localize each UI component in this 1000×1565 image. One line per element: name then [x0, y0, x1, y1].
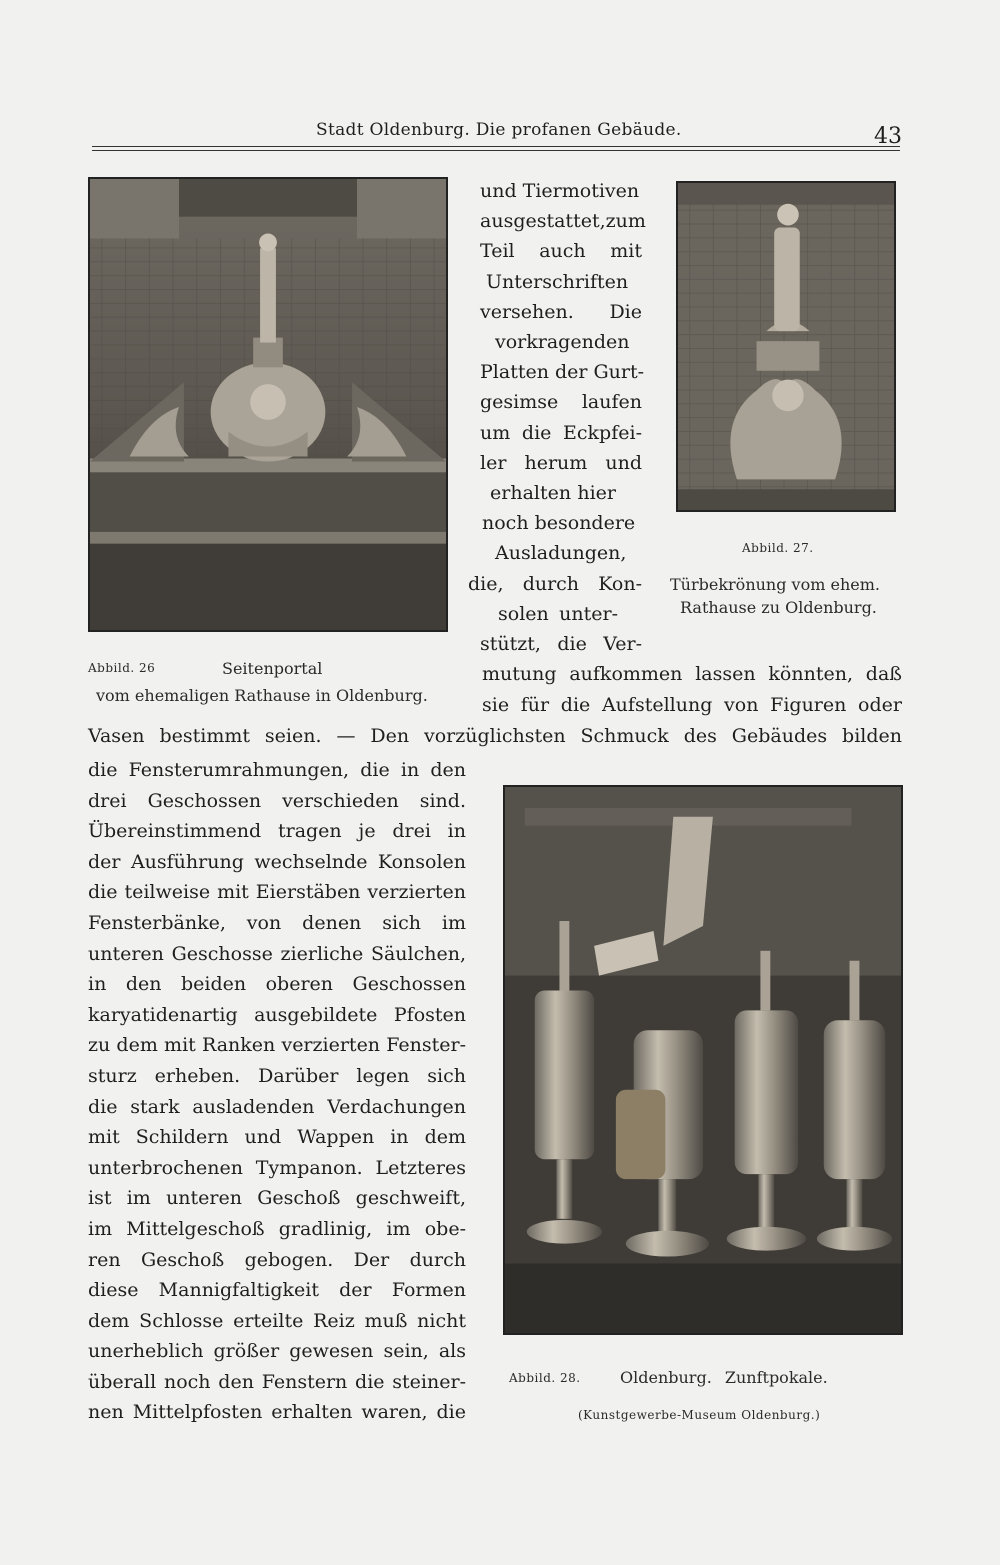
text-line: um die Eckpfei-: [480, 421, 642, 444]
page-number: 43: [874, 124, 902, 149]
fig28-label: Abbild. 28.: [509, 1371, 581, 1385]
text-line: solen unter-: [498, 602, 618, 625]
text-line: diese Mannigfaltigkeit der Formen: [88, 1279, 466, 1302]
text-line: im Mittelgeschoß gradlinig, im obe-: [88, 1217, 466, 1240]
text-line: karyatidenartig ausgebildete Pfosten: [88, 1003, 466, 1026]
text-line: Vasen bestimmt seien. — Den vorzüglichsten Schmuck des Gebäudes bilden: [88, 725, 902, 747]
text-line: überall noch den Fenstern die steiner-: [88, 1370, 466, 1393]
fig27-label: Abbild. 27.: [742, 541, 814, 555]
text-line: unterbrochenen Tympanon. Letzteres: [88, 1156, 466, 1179]
text-line: die Fensterumrahmungen, die in den: [88, 759, 466, 781]
text-line: sie für die Aufstellung von Figuren oder: [482, 694, 902, 716]
header-rule-bottom: [92, 150, 900, 151]
text-line: ler herum und: [480, 451, 642, 474]
running-title: Stadt Oldenburg. Die profanen Gebäude.: [316, 120, 682, 140]
text-line: und Tiermotiven: [480, 180, 640, 202]
text-line: drei Geschossen verschieden sind.: [88, 789, 466, 812]
text-line: unerheblich größer gewesen sein, als: [88, 1340, 466, 1363]
text-line: ist im unteren Geschoß geschweift,: [88, 1187, 466, 1210]
text-line: stützt, die Ver-: [480, 633, 642, 656]
tuerbekroenung-image: [678, 183, 894, 510]
photo-seitenportal: [88, 177, 448, 632]
text-line: dem Schlosse erteilte Reiz muß nicht: [88, 1309, 466, 1332]
text-line: die, durch Kon-: [468, 572, 642, 595]
text-line: Ausladungen,: [495, 542, 627, 565]
text-line: zu dem mit Ranken verzierten Fenster-: [88, 1034, 466, 1057]
fig28-subtitle: (Kunstgewerbe-Museum Oldenburg.): [578, 1408, 821, 1422]
text-line: die teilweise mit Eierstäben verzierten: [88, 881, 466, 904]
text-line: erhalten hier: [490, 482, 616, 505]
fig27-subtitle: Rathause zu Oldenburg.: [680, 598, 877, 617]
narrow-text-column: [468, 176, 646, 659]
fig26-label: Abbild. 26: [88, 661, 156, 675]
text-line: ren Geschoß gebogen. Der durch: [88, 1248, 466, 1271]
fig26-subtitle: vom ehemaligen Rathause in Oldenburg.: [96, 686, 428, 705]
photo-zunftpokale: [503, 785, 903, 1335]
text-line: versehen. Die: [480, 300, 642, 323]
text-line: sturz erheben. Darüber legen sich: [88, 1064, 466, 1087]
text-line: Unterschriften: [486, 270, 629, 293]
text-line: der Ausführung wechselnde Konsolen: [88, 850, 466, 873]
fig26-title: Seitenportal: [222, 659, 323, 678]
text-line: ausgestattet,zum: [480, 210, 646, 233]
text-line: unteren Geschosse zierliche Säulchen,: [88, 942, 466, 965]
text-line: die stark ausladenden Verdachungen: [88, 1095, 466, 1118]
fig27-title: Türbekrönung vom ehem.: [670, 575, 880, 594]
text-line: gesimse laufen: [480, 391, 642, 414]
header-rule-top: [92, 146, 900, 147]
text-line: Fensterbänke, von denen sich im: [88, 911, 466, 934]
fig28-title: Oldenburg. Zunftpokale.: [620, 1368, 828, 1387]
text-line: nen Mittelpfosten erhalten waren, die: [88, 1401, 466, 1424]
text-line: vorkragenden: [495, 331, 630, 354]
photo-tuerbekroenung: [676, 181, 896, 512]
text-line: in den beiden oberen Geschossen: [88, 973, 466, 996]
text-line: mutung aufkommen lassen könnten, daß: [482, 663, 902, 685]
text-line: noch besondere: [482, 512, 636, 535]
text-line: Teil auch mit: [480, 240, 642, 263]
text-line: mit Schildern und Wappen in dem: [88, 1126, 466, 1149]
left-text-column: [88, 755, 466, 1428]
seitenportal-image: [90, 179, 446, 630]
zunftpokale-image: [505, 787, 901, 1333]
text-line: Übereinstimmend tragen je drei in: [88, 820, 466, 843]
text-line: Platten der Gurt-: [480, 361, 645, 384]
